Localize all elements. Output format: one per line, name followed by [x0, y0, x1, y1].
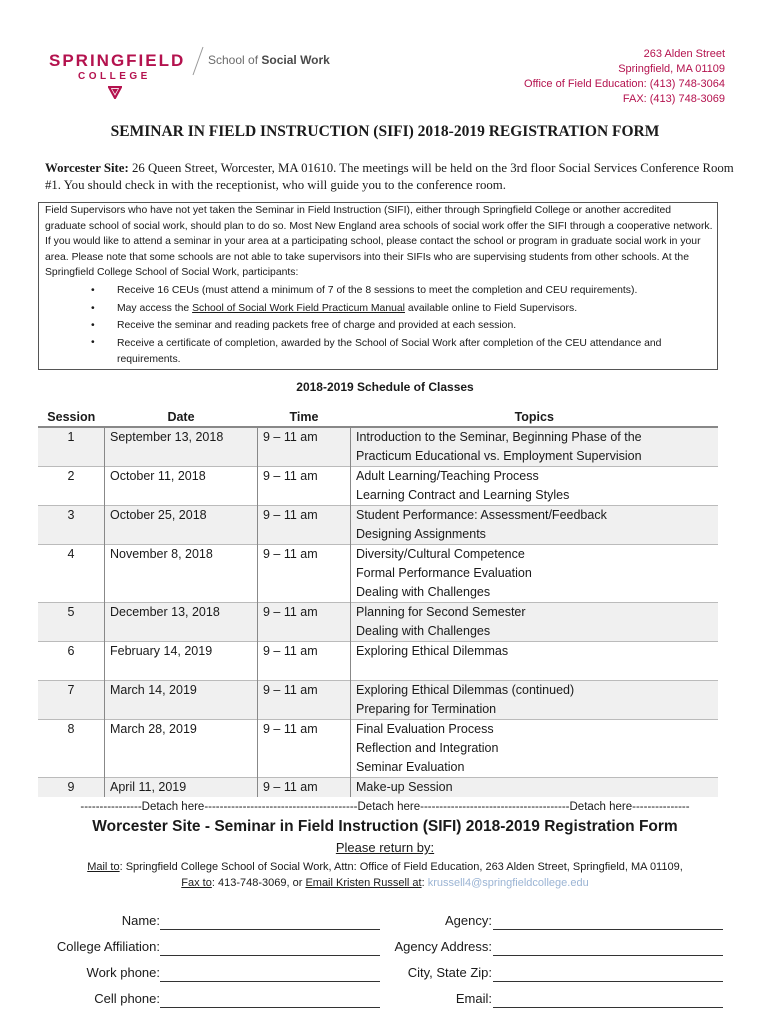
topic-line: Make-up Session [356, 780, 453, 794]
field-label: Agency: [445, 913, 492, 928]
logo-triangle-icon [108, 86, 122, 99]
table-row [38, 545, 718, 603]
table-header [38, 407, 718, 427]
session-cell: 4 [67, 547, 75, 561]
session-cell: 3 [38, 506, 105, 545]
topic-line: Student Performance: Assessment/Feedback [356, 508, 607, 522]
topics-cell [351, 506, 719, 545]
date-cell: March 28, 2019 [105, 720, 258, 778]
session-cell: 9 [38, 778, 105, 798]
form-input-line[interactable] [493, 939, 723, 956]
bullet-item: • Receive a certificate of completion, awarded by the School of Social Work after completion of the CEU attendance and requirements. [91, 336, 662, 365]
field-label: Name: [121, 913, 160, 928]
field-label: Agency Address: [394, 939, 492, 954]
topic-line: Exploring Ethical Dilemmas (continued) [356, 683, 575, 697]
address-line: 263 Alden Street [643, 48, 725, 60]
session-cell: 2 [67, 469, 75, 483]
time-cell: 9 – 11 am [258, 778, 351, 798]
header-address [524, 47, 725, 107]
table-row [38, 603, 718, 642]
time-cell: 9 – 11 am [258, 642, 351, 681]
time-cell: 9 – 11 am [258, 467, 351, 506]
form-input-line[interactable] [493, 965, 723, 982]
table-row [38, 467, 718, 506]
table-row [38, 720, 718, 778]
session-cell: 1 [38, 427, 105, 467]
time-cell: 9 – 11 am [258, 427, 351, 467]
date-cell: February 14, 2019 [105, 642, 258, 681]
topic-line: Dealing with Challenges [356, 624, 491, 638]
date-cell: October 11, 2018 [105, 467, 258, 506]
topic-line: Final Evaluation Process [356, 722, 494, 736]
topic-line [356, 661, 718, 680]
table-row [38, 642, 718, 681]
address-line: FAX: (413) 748-3069 [622, 93, 725, 105]
logo-springfield: SPRINGFIELD [49, 51, 186, 70]
session-cell: 6 [67, 644, 75, 658]
topic-line: Dealing with Challenges [356, 585, 491, 599]
field-label: City, State Zip: [407, 965, 492, 980]
field-label: Work phone: [86, 965, 160, 980]
logo-college: COLLEGE [78, 71, 151, 82]
form-input-line[interactable] [493, 913, 723, 930]
date-cell: November 8, 2018 [105, 545, 258, 603]
field-manual-link[interactable]: School of Social Work Field Practicum Manual [192, 302, 405, 314]
field-label: Email: [455, 991, 492, 1006]
date-cell: December 13, 2018 [105, 603, 258, 642]
header-topics: Topics [514, 409, 554, 424]
topic-line: Preparing for Termination [356, 702, 497, 716]
table-row [38, 681, 718, 720]
time-cell: 9 – 11 am [258, 506, 351, 545]
session-cell: 5 [38, 603, 105, 642]
table-row [38, 427, 718, 467]
header-time: Time [289, 409, 319, 424]
topic-line: Learning Contract and Learning Styles [356, 488, 570, 502]
topics-cell [351, 778, 719, 798]
header-session: Session [47, 409, 96, 424]
topic-line: Diversity/Cultural Competence [356, 547, 525, 561]
time-cell: 9 – 11 am [258, 545, 351, 603]
address-line: Office of Field Education: (413) 748-3064 [524, 78, 725, 90]
topics-cell [351, 427, 719, 467]
topic-line: Practicum Educational vs. Employment Supervision [356, 449, 642, 463]
form-title: Worcester Site - Seminar in Field Instruction (SIFI) 2018-2019 Registration Form [92, 818, 678, 835]
session-cell: 7 [38, 681, 105, 720]
email-link[interactable]: krussell4@springfieldcollege.edu [427, 877, 589, 889]
topic-line: Designing Assignments [356, 527, 486, 541]
topic-line: Reflection and Integration [356, 741, 499, 755]
site-description: Worcester Site: 26 Queen Street, Worcester, MA 01610. The meetings will be held on the 3rd floor Social Services Conference Room #1. You should check in with the receptionist, who will guide you to the conference room. [45, 161, 734, 192]
school-name: School of Social Work [208, 53, 330, 67]
date-cell: October 25, 2018 [105, 506, 258, 545]
schedule-table [38, 407, 718, 797]
topic-line: Adult Learning/Teaching Process [356, 469, 539, 483]
topic-line: Seminar Evaluation [356, 760, 465, 774]
logo-divider [192, 46, 204, 76]
topic-line: Introduction to the Seminar, Beginning Phase of the [356, 430, 642, 444]
mail-instructions: Mail to: Springfield College School of Social Work, Attn: Office of Field Education, 263 Alden Street, Springfield, MA 01109, Fax to: 413-748-3069, or Email Kristen Russell at: krussell4@springfieldcollege.edu [87, 861, 683, 889]
field-label: College Affiliation: [56, 939, 160, 954]
table-row [38, 778, 718, 798]
field-label: Cell phone: [94, 991, 160, 1006]
address-line: Springfield, MA 01109 [618, 63, 725, 75]
header-date: Date [167, 409, 195, 424]
topic-line: Planning for Second Semester [356, 605, 526, 619]
table-row [38, 506, 718, 545]
topic-line: Formal Performance Evaluation [356, 566, 532, 580]
time-cell: 9 – 11 am [258, 681, 351, 720]
topics-cell [351, 720, 719, 778]
topics-cell [351, 545, 719, 603]
date-cell: September 13, 2018 [105, 427, 258, 467]
time-cell: 9 – 11 am [258, 603, 351, 642]
form-input-line[interactable] [493, 991, 723, 1008]
date-cell: March 14, 2019 [105, 681, 258, 720]
info-bullets [45, 282, 713, 368]
topics-cell [351, 681, 719, 720]
page-title: SEMINAR IN FIELD INSTRUCTION (SIFI) 2018-2019 REGISTRATION FORM [110, 123, 660, 140]
topics-cell [351, 467, 719, 506]
bullet-item: • Receive the seminar and reading packets free of charge and provided at each session. [91, 320, 517, 331]
info-paragraph: Field Supervisors who have not yet taken the Seminar in Field Instruction (SIFI), either through Springfield College or another accredited graduate school of social work, should plan to do so. Most New England area schools of social work offer the SIFI through a cooperative network. If you would like to attend a seminar in your area at a participating school, please contact the school or program in graduate social work in your area. Please note that some schools are not able to take supervisors into their SIFIs who are supervising students from other schools. At the Springfield College School of Social Work, participants: [45, 205, 713, 278]
topic-line: Exploring Ethical Dilemmas [356, 644, 509, 658]
bullet-item: • Receive 16 CEUs (must attend a minimum of 7 of the 8 sessions to meet the completion and CEU requirements). [91, 285, 638, 296]
date-cell: April 11, 2019 [105, 778, 258, 798]
bullet-item: • May access the School of Social Work Field Practicum Manual available online to Field Supervisors. [91, 302, 578, 314]
time-cell: 9 – 11 am [258, 720, 351, 778]
return-by: Please return by: [335, 840, 435, 855]
detach-line: ----------------Detach here----------------------------------------Detach here---------------------------------------Detach here--------------- [80, 801, 690, 813]
session-cell: 8 [67, 722, 75, 736]
topics-cell [351, 603, 719, 642]
schedule-title: 2018-2019 Schedule of Classes [296, 380, 474, 394]
topics-cell [351, 642, 719, 681]
